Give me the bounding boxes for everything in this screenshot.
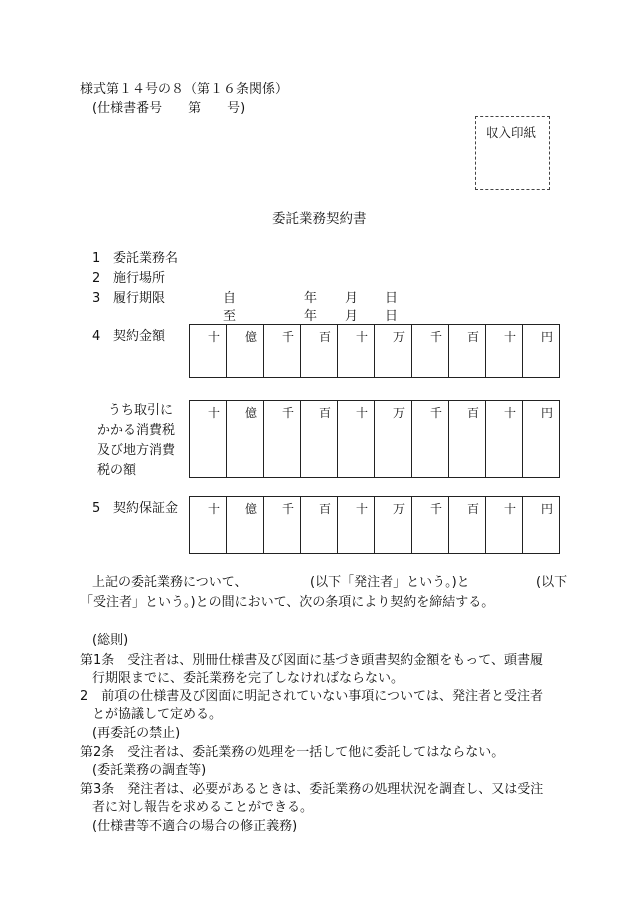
- digit-unit: 十: [355, 502, 368, 516]
- digit-cell[interactable]: [412, 401, 449, 478]
- digit-cell[interactable]: [486, 401, 523, 478]
- digit-unit: 千: [281, 406, 294, 420]
- digit-unit: 千: [429, 406, 442, 420]
- digit-cell[interactable]: [338, 325, 375, 378]
- digit-unit: 十: [207, 406, 220, 420]
- item-number: 3: [92, 291, 101, 306]
- spec-number: (仕様書番号 第 号): [92, 101, 246, 116]
- digit-cell[interactable]: [412, 497, 449, 554]
- digit-unit: 億: [244, 406, 257, 420]
- item-label-deposit: 契約保証金: [113, 501, 179, 516]
- period-year: 年: [304, 309, 318, 324]
- item-number: 4: [92, 329, 101, 344]
- digit-cell[interactable]: [190, 401, 227, 478]
- digit-unit: 万: [392, 502, 405, 516]
- revenue-stamp-label: 収入印紙: [486, 125, 537, 140]
- form-number: 様式第１４号の８（第１６条関係）: [80, 82, 289, 97]
- digit-unit: 百: [318, 406, 331, 420]
- digit-cell[interactable]: [486, 325, 523, 378]
- digit-unit: 百: [466, 406, 479, 420]
- digit-unit: 十: [503, 406, 516, 420]
- period-year: 年: [304, 291, 318, 306]
- digit-cell[interactable]: [375, 401, 412, 478]
- article-text: 第1条 受注者は、別冊仕様書及び図面に基づき頭書契約金額をもって、頭書履: [80, 653, 544, 668]
- digit-unit: 円: [540, 502, 553, 516]
- page-title: 委託業務契約書: [272, 211, 367, 227]
- digit-unit: 千: [429, 330, 442, 344]
- tax-label-line: うち取引に: [108, 403, 174, 418]
- article-text: 第3条 発注者は、必要があるときは、委託業務の処理状況を調査し、又は受注: [80, 782, 544, 797]
- article-text: 第2条 受注者は、委託業務の処理を一括して他に委託してはならない。: [80, 745, 505, 760]
- digit-cell[interactable]: [301, 497, 338, 554]
- preamble-text: (以下: [536, 575, 568, 590]
- item-label-period: 履行期限: [113, 291, 166, 306]
- preamble-text: 上記の委託業務について、: [92, 575, 248, 590]
- article-heading: (委託業務の調査等): [92, 763, 207, 778]
- digit-unit: 百: [318, 502, 331, 516]
- article-text: 2 前項の仕様書及び図面に明記されていない事項については、発注者と受注者: [80, 689, 544, 704]
- digit-cell[interactable]: [449, 325, 486, 378]
- digit-cell[interactable]: [301, 401, 338, 478]
- article-text: 者に対し報告を求めることができる。: [92, 800, 314, 815]
- digit-cell[interactable]: [449, 401, 486, 478]
- item-number: 2: [92, 271, 101, 286]
- digit-cell[interactable]: [449, 497, 486, 554]
- tax-label-line: 及び地方消費: [97, 443, 176, 458]
- tax-amount-grid: [189, 400, 560, 478]
- article-text: 行期限までに、委託業務を完了しなければならない。: [92, 671, 405, 686]
- tax-label-line: かかる消費税: [97, 423, 176, 438]
- digit-unit: 百: [466, 502, 479, 516]
- item-label-business-name: 委託業務名: [113, 251, 179, 266]
- item-number: 5: [92, 501, 101, 516]
- digit-cell[interactable]: [264, 497, 301, 554]
- digit-unit: 万: [392, 406, 405, 420]
- article-text: とが協議して定める。: [92, 707, 223, 722]
- digit-cell[interactable]: [338, 401, 375, 478]
- digit-unit: 十: [207, 502, 220, 516]
- digit-unit: 億: [244, 502, 257, 516]
- digit-unit: 千: [281, 330, 294, 344]
- preamble-text: 「受注者」という。)との間において、次の条項により契約を締結する。: [80, 595, 495, 610]
- item-label-contract-amount: 契約金額: [113, 329, 166, 344]
- digit-unit: 千: [281, 502, 294, 516]
- digit-cell[interactable]: [375, 325, 412, 378]
- article-heading: (総則): [92, 633, 129, 648]
- digit-unit: 十: [207, 330, 220, 344]
- digit-cell[interactable]: [227, 497, 264, 554]
- digit-cell[interactable]: [264, 401, 301, 478]
- digit-unit: 千: [429, 502, 442, 516]
- digit-unit: 円: [540, 406, 553, 420]
- digit-cell[interactable]: [523, 401, 560, 478]
- digit-unit: 百: [466, 330, 479, 344]
- digit-cell[interactable]: [412, 325, 449, 378]
- period-month: 月: [345, 309, 359, 324]
- digit-cell[interactable]: [264, 325, 301, 378]
- digit-cell[interactable]: [486, 497, 523, 554]
- digit-unit: 円: [540, 330, 553, 344]
- digit-unit: 十: [355, 330, 368, 344]
- digit-unit: 十: [355, 406, 368, 420]
- digit-unit: 万: [392, 330, 405, 344]
- item-label-location: 施行場所: [113, 271, 166, 286]
- digit-unit: 十: [503, 330, 516, 344]
- digit-unit: 億: [244, 330, 257, 344]
- period-month: 月: [345, 291, 359, 306]
- digit-cell[interactable]: [375, 497, 412, 554]
- period-to: 至: [223, 309, 237, 324]
- digit-cell[interactable]: [523, 325, 560, 378]
- deposit-amount-grid: [189, 496, 560, 554]
- digit-cell[interactable]: [190, 497, 227, 554]
- digit-cell[interactable]: [301, 325, 338, 378]
- digit-unit: 百: [318, 330, 331, 344]
- tax-label-line: 税の額: [97, 463, 137, 478]
- article-heading: (仕様書等不適合の場合の修正義務): [92, 819, 298, 834]
- digit-cell[interactable]: [523, 497, 560, 554]
- period-from: 自: [223, 291, 237, 306]
- digit-unit: 十: [503, 502, 516, 516]
- contract-amount-grid: [189, 324, 560, 378]
- digit-cell[interactable]: [227, 401, 264, 478]
- digit-cell[interactable]: [190, 325, 227, 378]
- preamble-text: (以下「発注者」という。)と: [310, 575, 470, 590]
- period-day: 日: [385, 309, 399, 324]
- period-day: 日: [385, 291, 399, 306]
- digit-cell[interactable]: [227, 325, 264, 378]
- digit-cell[interactable]: [338, 497, 375, 554]
- revenue-stamp-box: [475, 116, 550, 190]
- item-number: 1: [92, 251, 101, 266]
- article-heading: (再委託の禁止): [92, 726, 181, 741]
